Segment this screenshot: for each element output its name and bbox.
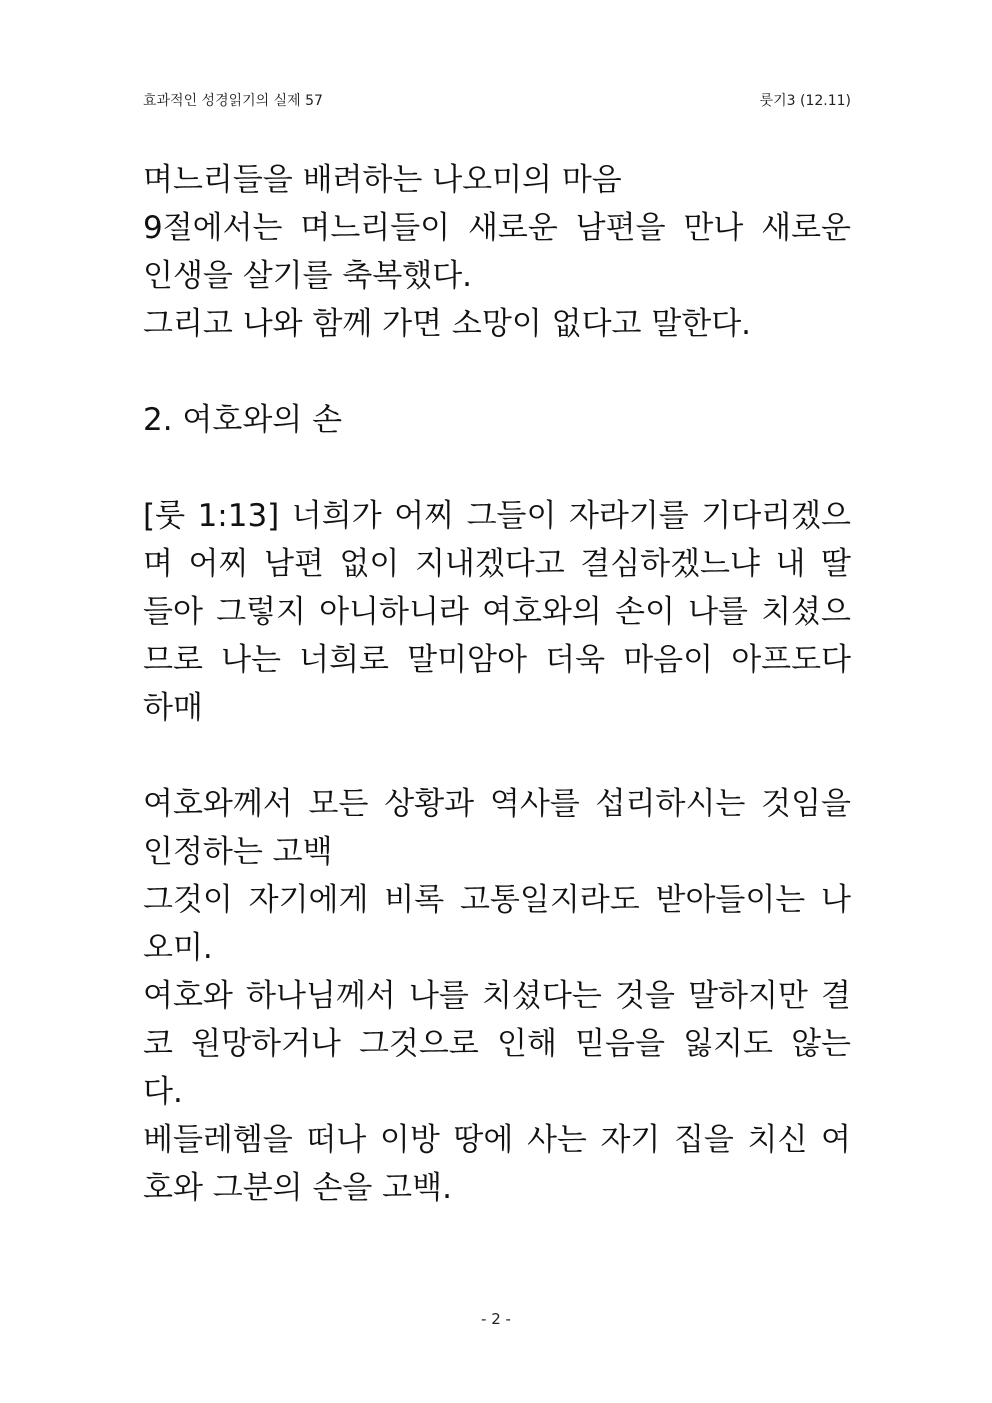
page-number: - 2 - xyxy=(481,1310,511,1328)
blank-line xyxy=(143,348,851,396)
commentary-line: 인정하는 고백 xyxy=(143,834,333,870)
verse-line: 며 어찌 남편 없이 지내겠다고 결심하겠느냐 내 딸 xyxy=(143,546,851,582)
verse-line: 므로 나는 너희로 말미암아 더욱 마음이 아프도다 xyxy=(143,642,851,678)
commentary-line: 오미. xyxy=(143,930,213,966)
header-chapter-date: 룻기3 (12.11) xyxy=(759,93,851,109)
paragraph-line: 그리고 나와 함께 가면 소망이 없다고 말한다. xyxy=(143,306,752,342)
verse-line: 하매 xyxy=(143,690,203,726)
document-body xyxy=(143,156,851,1212)
commentary-line: 호와 그분의 손을 고백. xyxy=(143,1170,452,1206)
header-book-title: 효과적인 성경읽기의 실제 57 xyxy=(143,93,323,109)
commentary-line: 그것이 자기에게 비록 고통일지라도 받아들이는 나 xyxy=(143,882,851,918)
section-heading-naomi-heart: 며느리들을 배려하는 나오미의 마음 xyxy=(143,162,622,198)
commentary-line: 다. xyxy=(143,1074,183,1110)
paragraph-line: 9절에서는 며느리들이 새로운 남편을 만나 새로운 xyxy=(143,210,851,246)
paragraph-line: 인생을 살기를 축복했다. xyxy=(143,258,473,294)
blank-line xyxy=(143,732,851,780)
verse-line: [룻 1:13] 너희가 어찌 그들이 자라기를 기다리겠으 xyxy=(143,498,851,534)
page-header xyxy=(143,90,851,114)
verse-line: 들아 그렇지 아니하니라 여호와의 손이 나를 치셨으 xyxy=(143,594,851,630)
commentary-line: 여호와께서 모든 상황과 역사를 섭리하시는 것임을 xyxy=(143,786,851,822)
commentary-line: 여호와 하나님께서 나를 치셨다는 것을 말하지만 결 xyxy=(143,978,851,1014)
blank-line xyxy=(143,444,851,492)
section-heading-lords-hand: 2. 여호와의 손 xyxy=(143,402,343,438)
commentary-line: 코 원망하거나 그것으로 인해 믿음을 잃지도 않는 xyxy=(143,1026,851,1062)
commentary-line: 베들레헴을 떠나 이방 땅에 사는 자기 집을 치신 여 xyxy=(143,1122,851,1158)
